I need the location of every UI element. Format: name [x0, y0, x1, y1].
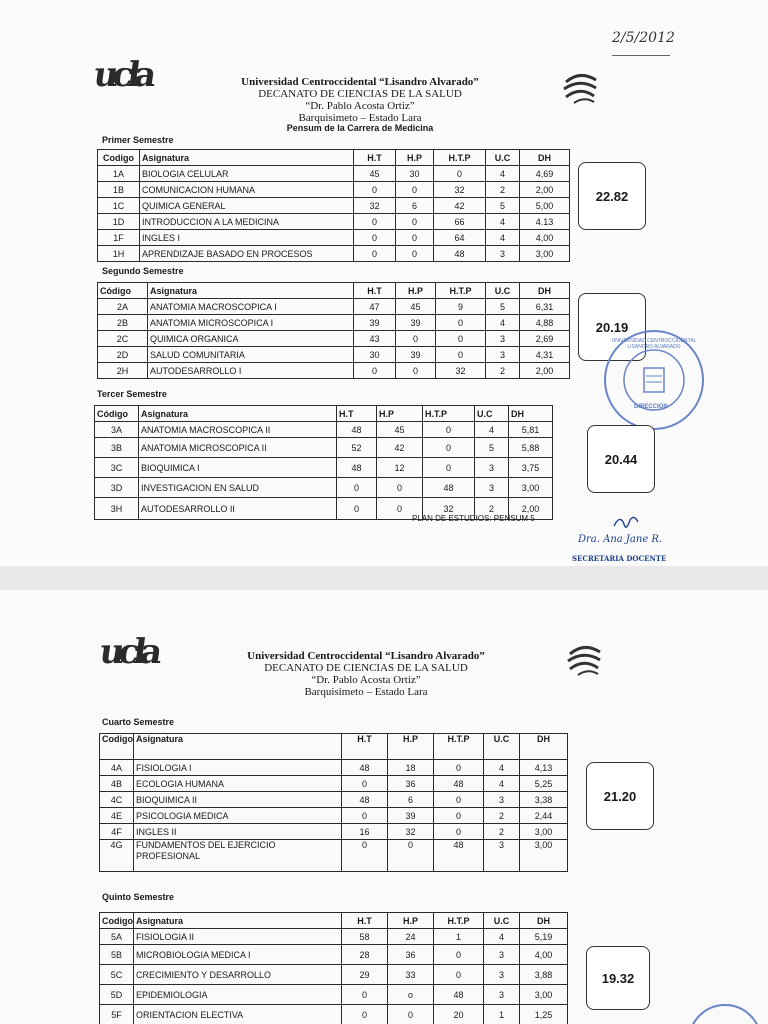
col-header: H.T — [354, 283, 396, 299]
cell: 9 — [436, 299, 486, 315]
table-row — [100, 929, 568, 945]
cell: INTRODUCCION A LA MEDICINA — [140, 214, 354, 230]
cell: 3D — [95, 478, 139, 498]
university-name: Universidad Centroccidental “Lisandro Alvarado” — [241, 76, 479, 88]
col-header: H.T.P — [434, 913, 484, 929]
cell: 0 — [423, 438, 475, 458]
cell: 3C — [95, 458, 139, 478]
cell: 32 — [436, 363, 486, 379]
cell: 32 — [423, 498, 475, 520]
cell: 29 — [342, 965, 388, 985]
col-header: Asignatura — [134, 734, 342, 760]
cell: 5 — [486, 198, 520, 214]
cell: 64 — [434, 230, 486, 246]
table-row — [100, 945, 568, 965]
col-header: H.T — [342, 734, 388, 760]
cell: 2 — [484, 808, 520, 824]
cell: AUTODESARROLLO I — [148, 363, 354, 379]
cell: 5,19 — [520, 929, 568, 945]
document-page-2 — [0, 590, 768, 1024]
cell: 2 — [475, 498, 509, 520]
col-header: H.T.P — [423, 406, 475, 422]
cell: 2,44 — [520, 808, 568, 824]
col-header: Asignatura — [148, 283, 354, 299]
cell: ANATOMIA MICROSCOPICA I — [148, 315, 354, 331]
col-header: H.P — [388, 913, 434, 929]
table-header-row — [100, 913, 568, 929]
col-header: Codigo — [100, 913, 134, 929]
cell: 4,13 — [520, 760, 568, 776]
cell: FISIOLOGIA I — [134, 760, 342, 776]
cell: 3B — [95, 438, 139, 458]
cell: 45 — [396, 299, 436, 315]
semester-title: Segundo Semestre — [102, 266, 184, 276]
col-header: U.C — [484, 734, 520, 760]
faculty-seal-icon — [564, 644, 604, 678]
table-row — [100, 792, 568, 808]
cell: 2 — [484, 824, 520, 840]
cell: 4A — [100, 760, 134, 776]
cell: FUNDAMENTOS DEL EJERCICIO PROFESIONAL — [134, 840, 342, 872]
dean-office: DECANATO DE CIENCIAS DE LA SALUD — [258, 88, 462, 100]
semester-table-1 — [97, 149, 570, 262]
cell: INGLES II — [134, 824, 342, 840]
cell: INGLES I — [140, 230, 354, 246]
cell: 1H — [98, 246, 140, 262]
plan-footer: PLAN DE ESTUDIOS: PENSUM 5 — [412, 514, 535, 523]
cell: BIOLOGIA CELULAR — [140, 166, 354, 182]
cell: 5A — [100, 929, 134, 945]
university-header — [200, 76, 520, 133]
cell: 5B — [100, 945, 134, 965]
col-header: Codigo — [100, 734, 134, 760]
cell: MICROBIOLOGIA MEDICA I — [134, 945, 342, 965]
cell: 48 — [434, 985, 484, 1005]
col-header: Código — [95, 406, 139, 422]
cell: 5,88 — [509, 438, 553, 458]
cell: 4E — [100, 808, 134, 824]
semester-table-4 — [99, 733, 568, 872]
table-header-row — [98, 283, 570, 299]
cell: 16 — [342, 824, 388, 840]
table-row — [95, 422, 553, 438]
cell: 5C — [100, 965, 134, 985]
cell: 5F — [100, 1005, 134, 1024]
cell: 0 — [396, 214, 434, 230]
cell: 3,38 — [520, 792, 568, 808]
cell: 0 — [354, 214, 396, 230]
cell: 0 — [377, 498, 423, 520]
cell: 48 — [342, 760, 388, 776]
cell: 0 — [436, 347, 486, 363]
cell: 32 — [354, 198, 396, 214]
cell: EPIDEMIOLOGIA — [134, 985, 342, 1005]
cell: 4.13 — [520, 214, 570, 230]
semester-table-3 — [94, 405, 553, 520]
table-header-row — [95, 406, 553, 422]
table-row — [98, 230, 570, 246]
col-header: Asignatura — [140, 150, 354, 166]
cell: 0 — [354, 230, 396, 246]
cell: 4,00 — [520, 945, 568, 965]
cell: 1 — [484, 1005, 520, 1024]
cell: 0 — [423, 458, 475, 478]
cell: 6 — [396, 198, 434, 214]
col-header: H.T — [337, 406, 377, 422]
cell: 48 — [434, 246, 486, 262]
cell: 0 — [396, 246, 434, 262]
named-after: “Dr. Pablo Acosta Ortiz” — [305, 100, 415, 112]
cell: 48 — [434, 840, 484, 872]
col-header: DH — [520, 734, 568, 760]
col-header: H.P — [388, 734, 434, 760]
ucla-logo: ucla — [91, 55, 154, 95]
cell: 48 — [434, 776, 484, 792]
cell: 3 — [486, 331, 520, 347]
stamp-ring-text: UNIVERSIDAD CENTROCCIDENTAL LISANDRO ALVARADO — [611, 338, 697, 350]
table-row — [98, 299, 570, 315]
cell: 3 — [486, 246, 520, 262]
cell: 3,00 — [520, 824, 568, 840]
cell: 0 — [396, 230, 434, 246]
semester-title: Quinto Semestre — [102, 892, 175, 902]
cell: 4F — [100, 824, 134, 840]
cell: 2,00 — [509, 498, 553, 520]
cell: 30 — [354, 347, 396, 363]
col-header: H.P — [396, 283, 436, 299]
cell: ANATOMIA MACROSCOPICA II — [139, 422, 337, 438]
cell: 66 — [434, 214, 486, 230]
cell: 4 — [486, 315, 520, 331]
col-header: DH — [520, 150, 570, 166]
cell: 0 — [388, 1005, 434, 1024]
cell: 0 — [342, 985, 388, 1005]
cell: 5 — [475, 438, 509, 458]
cell: 12 — [377, 458, 423, 478]
cell: 0 — [342, 776, 388, 792]
col-header: H.T.P — [436, 283, 486, 299]
cell: ANATOMIA MICROSCOPICA II — [139, 438, 337, 458]
signature-name: Dra. Ana Jane R. — [578, 534, 663, 545]
cell: 0 — [436, 315, 486, 331]
cell: AUTODESARROLLO II — [139, 498, 337, 520]
cell: 47 — [354, 299, 396, 315]
cell: 2C — [98, 331, 148, 347]
cell: 0 — [354, 182, 396, 198]
university-name: Universidad Centroccidental “Lisandro Alvarado” — [247, 650, 485, 662]
table-row — [98, 331, 570, 347]
average-box: 21.20 — [586, 762, 654, 830]
cell: 3,88 — [520, 965, 568, 985]
career-title: Pensum de la Carrera de Medicina — [286, 123, 434, 133]
cell: 2B — [98, 315, 148, 331]
col-header: H.T — [354, 150, 396, 166]
table-row — [98, 182, 570, 198]
handwritten-date: 2/5/2012 — [612, 30, 675, 46]
cell: 58 — [342, 929, 388, 945]
cell: 5,00 — [520, 198, 570, 214]
cell: 3H — [95, 498, 139, 520]
cell: 18 — [388, 760, 434, 776]
cell: FISIOLOGIA II — [134, 929, 342, 945]
cell: COMUNICACION HUMANA — [140, 182, 354, 198]
cell: 0 — [354, 363, 396, 379]
faculty-seal-icon — [560, 72, 600, 106]
cell: 5D — [100, 985, 134, 1005]
table-row — [100, 985, 568, 1005]
cell: 4 — [484, 929, 520, 945]
cell: o — [388, 985, 434, 1005]
signature-scribble-icon — [612, 512, 642, 534]
table-header-row — [98, 150, 570, 166]
cell: 1F — [98, 230, 140, 246]
cell: ECOLOGIA HUMANA — [134, 776, 342, 792]
cell: 5 — [486, 299, 520, 315]
cell: 6 — [388, 792, 434, 808]
ucla-logo: ucla — [97, 632, 160, 672]
cell: QUIMICA ORGANICA — [148, 331, 354, 347]
cell: 48 — [337, 422, 377, 438]
cell: 36 — [388, 945, 434, 965]
cell: 4 — [486, 214, 520, 230]
cell: SALUD COMUNITARIA — [148, 347, 354, 363]
city: Barquisimeto – Estado Lara — [298, 112, 422, 124]
cell: 42 — [377, 438, 423, 458]
semester-title: Cuarto Semestre — [102, 717, 175, 727]
average-box: 22.82 — [578, 162, 646, 230]
average-box: 20.44 — [587, 425, 655, 493]
cell: 4,31 — [520, 347, 570, 363]
semester-table-2 — [97, 282, 570, 379]
cell: INVESTIGACION EN SALUD — [139, 478, 337, 498]
col-header: Codigo — [98, 150, 140, 166]
table-header-row — [100, 734, 568, 760]
table-row — [100, 965, 568, 985]
col-header: U.C — [486, 150, 520, 166]
cell: 48 — [337, 458, 377, 478]
cell: 0 — [388, 840, 434, 872]
cell: 39 — [354, 315, 396, 331]
col-header: DH — [520, 283, 570, 299]
cell: 0 — [396, 363, 436, 379]
cell: 52 — [337, 438, 377, 458]
col-header: H.T — [342, 913, 388, 929]
cell: 32 — [434, 182, 486, 198]
cell: 24 — [388, 929, 434, 945]
cell: 2D — [98, 347, 148, 363]
cell: 4,00 — [520, 230, 570, 246]
cell: ORIENTACION ELECTIVA — [134, 1005, 342, 1024]
cell: 42 — [434, 198, 486, 214]
cell: 1,25 — [520, 1005, 568, 1024]
cell: 3,00 — [509, 478, 553, 498]
col-header: Asignatura — [139, 406, 337, 422]
cell: 4G — [100, 840, 134, 872]
cell: 4C — [100, 792, 134, 808]
cell: 0 — [342, 840, 388, 872]
col-header: Asignatura — [134, 913, 342, 929]
table-row — [100, 760, 568, 776]
table-row — [100, 1005, 568, 1024]
cell: 0 — [342, 1005, 388, 1024]
average-box: 20.19 — [578, 293, 646, 361]
col-header: U.C — [475, 406, 509, 422]
cell: 0 — [423, 422, 475, 438]
cell: 3 — [486, 347, 520, 363]
dean-office: DECANATO DE CIENCIAS DE LA SALUD — [264, 662, 468, 674]
cell: 2H — [98, 363, 148, 379]
semester-table-5 — [99, 912, 568, 1024]
cell: 3,75 — [509, 458, 553, 478]
table-row — [98, 198, 570, 214]
semester-title: Tercer Semestre — [97, 389, 167, 399]
cell: 0 — [396, 182, 434, 198]
cell: 3,00 — [520, 246, 570, 262]
cell: 2 — [486, 363, 520, 379]
table-row — [100, 840, 568, 872]
cell: 0 — [434, 965, 484, 985]
institution-stamp-partial — [688, 1004, 762, 1024]
city: Barquisimeto – Estado Lara — [304, 686, 428, 698]
cell: 1 — [434, 929, 484, 945]
university-header — [206, 650, 526, 698]
cell: 4,69 — [520, 166, 570, 182]
cell: 48 — [423, 478, 475, 498]
cell: ANATOMIA MACROSCOPICA I — [148, 299, 354, 315]
table-row — [98, 363, 570, 379]
col-header: H.T.P — [434, 734, 484, 760]
col-header: DH — [509, 406, 553, 422]
cell: 3,00 — [520, 985, 568, 1005]
cell: 3 — [475, 458, 509, 478]
table-row — [100, 824, 568, 840]
cell: 4B — [100, 776, 134, 792]
cell: 32 — [388, 824, 434, 840]
cell: 0 — [434, 760, 484, 776]
cell: 4 — [486, 166, 520, 182]
cell: 0 — [354, 246, 396, 262]
date-underline — [612, 55, 670, 56]
cell: BIOQUIMICA I — [139, 458, 337, 478]
cell: 36 — [388, 776, 434, 792]
cell: 0 — [342, 808, 388, 824]
col-header: DH — [520, 913, 568, 929]
table-row — [100, 776, 568, 792]
cell: 0 — [337, 498, 377, 520]
average-box: 19.32 — [586, 946, 650, 1010]
cell: 5,25 — [520, 776, 568, 792]
cell: 0 — [434, 792, 484, 808]
cell: 3 — [484, 792, 520, 808]
cell: 1A — [98, 166, 140, 182]
cell: 3 — [484, 985, 520, 1005]
col-header: H.P — [396, 150, 434, 166]
cell: 3,00 — [520, 840, 568, 872]
cell: 4,88 — [520, 315, 570, 331]
cell: 2 — [486, 182, 520, 198]
cell: BIOQUIMICA II — [134, 792, 342, 808]
table-row — [98, 347, 570, 363]
cell: 5,81 — [509, 422, 553, 438]
cell: 39 — [388, 808, 434, 824]
cell: 1C — [98, 198, 140, 214]
cell: 4 — [486, 230, 520, 246]
cell: 39 — [396, 315, 436, 331]
cell: 1D — [98, 214, 140, 230]
cell: APRENDIZAJE BASADO EN PROCESOS — [140, 246, 354, 262]
cell: 0 — [337, 478, 377, 498]
cell: 0 — [434, 824, 484, 840]
cell: 0 — [434, 945, 484, 965]
cell: 0 — [396, 331, 436, 347]
table-row — [95, 438, 553, 458]
cell: 30 — [396, 166, 434, 182]
table-row — [98, 214, 570, 230]
col-header: U.C — [486, 283, 520, 299]
cell: 3A — [95, 422, 139, 438]
semester-title: Primer Semestre — [102, 135, 174, 145]
cell: 0 — [377, 478, 423, 498]
cell: 33 — [388, 965, 434, 985]
cell: 28 — [342, 945, 388, 965]
col-header: H.P — [377, 406, 423, 422]
table-row — [95, 478, 553, 498]
cell: PSICOLOGIA MEDICA — [134, 808, 342, 824]
cell: 4 — [484, 776, 520, 792]
cell: 45 — [377, 422, 423, 438]
table-row — [98, 246, 570, 262]
cell: 0 — [434, 808, 484, 824]
cell: 20 — [434, 1005, 484, 1024]
named-after: “Dr. Pablo Acosta Ortiz” — [311, 674, 421, 686]
cell: 6,31 — [520, 299, 570, 315]
cell: 2,00 — [520, 182, 570, 198]
cell: 3 — [475, 478, 509, 498]
cell: 0 — [434, 166, 486, 182]
cell: QUIMICA GENERAL — [140, 198, 354, 214]
cell: 3 — [484, 945, 520, 965]
cell: 4 — [484, 760, 520, 776]
cell: 2A — [98, 299, 148, 315]
cell: 43 — [354, 331, 396, 347]
cell: 39 — [396, 347, 436, 363]
cell: 3 — [484, 840, 520, 872]
cell: 2,69 — [520, 331, 570, 347]
cell: CRECIMIENTO Y DESARROLLO — [134, 965, 342, 985]
cell: 4 — [475, 422, 509, 438]
col-header: U.C — [484, 913, 520, 929]
table-row — [98, 315, 570, 331]
col-header: Código — [98, 283, 148, 299]
signature-role: SECRETARIA DOCENTE — [572, 554, 667, 563]
cell: 3 — [484, 965, 520, 985]
table-row — [100, 808, 568, 824]
cell: 48 — [342, 792, 388, 808]
cell: 2,00 — [520, 363, 570, 379]
cell: 0 — [436, 331, 486, 347]
cell: 1B — [98, 182, 140, 198]
table-row — [98, 166, 570, 182]
institution-stamp — [604, 330, 704, 430]
table-row — [95, 458, 553, 478]
stamp-center-text: DIRECCION — [634, 404, 668, 410]
col-header: H.T.P — [434, 150, 486, 166]
cell: 45 — [354, 166, 396, 182]
